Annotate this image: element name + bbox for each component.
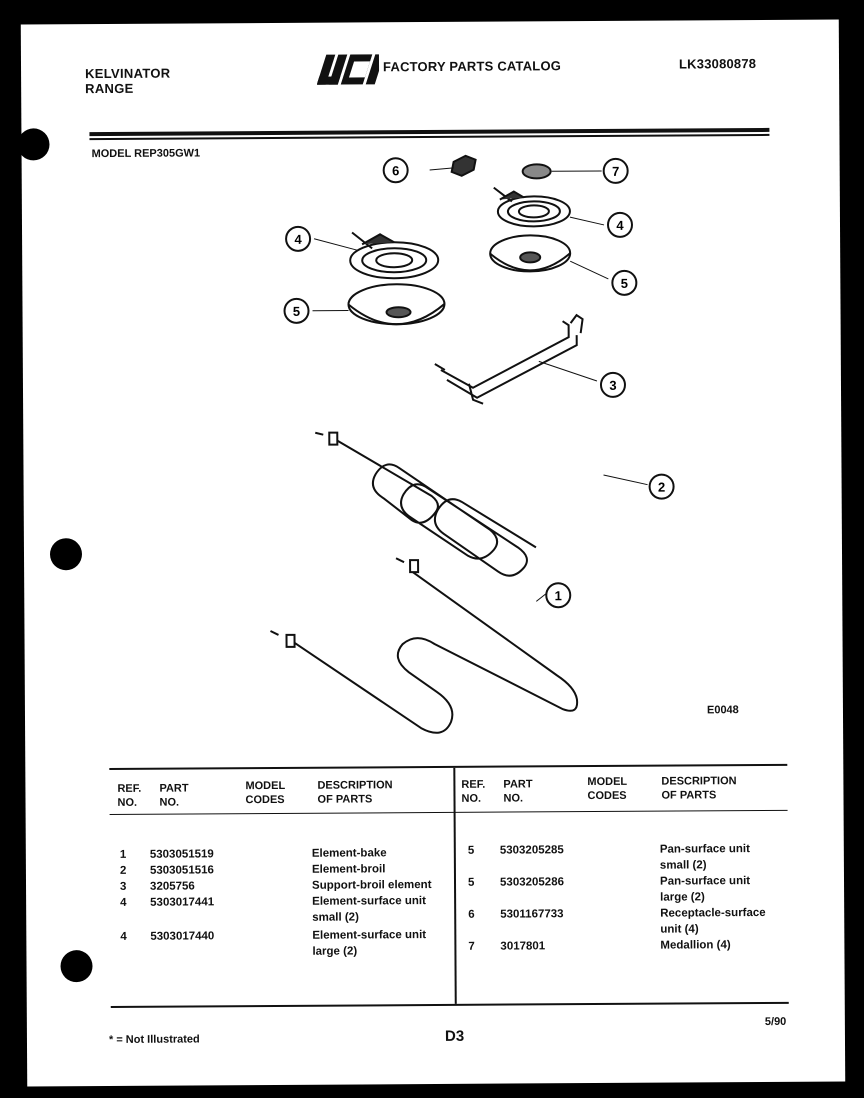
table-header-rule: [110, 810, 788, 815]
revision-date: 5/90: [764, 1015, 787, 1028]
part-description: Receptacle-surface: [660, 906, 766, 920]
part-no: 3017801: [500, 940, 546, 953]
ref-no: 1: [119, 848, 127, 861]
part-no: 5303205285: [499, 844, 564, 857]
catalog-page: [21, 20, 845, 1087]
table-bottom-rule: [111, 1002, 789, 1008]
ref-no: 5: [467, 876, 475, 889]
brand-name: KELVINATOR: [85, 65, 171, 82]
ref-no: 4: [120, 930, 127, 943]
part-description-cont: small (2): [659, 859, 707, 872]
page-number: D3: [444, 1027, 465, 1045]
callout-label-4: 4: [294, 231, 302, 247]
callout-label-1: 1: [554, 588, 562, 604]
callout-label-7: 7: [612, 163, 620, 179]
header-desc-left: DESCRIPTION OF PARTS: [317, 779, 393, 806]
callout-3: [601, 373, 625, 397]
header-part-right: PART NO.: [503, 778, 533, 805]
callout-label-4: 4: [616, 217, 624, 233]
callout-2: [650, 475, 674, 499]
header-ref-right: REF. NO.: [461, 778, 486, 805]
callout-5-right: [612, 271, 636, 295]
header-desc-right: DESCRIPTION OF PARTS: [661, 775, 737, 802]
receptacle-part: [452, 156, 476, 176]
product-type: RANGE: [85, 80, 134, 97]
part-description-cont: unit (4): [660, 923, 699, 936]
header-ref-left: REF. NO.: [117, 782, 142, 809]
part-description: Element-broil: [311, 863, 386, 876]
callout-1: [546, 583, 570, 607]
part-description: Support-broil element: [311, 879, 432, 892]
part-no: 5303051519: [149, 848, 214, 861]
part-no: 5303205286: [499, 876, 565, 889]
table-divider: [453, 768, 456, 1004]
callout-label-5: 5: [620, 275, 629, 291]
broil-element-support: [435, 315, 584, 404]
part-no: 5303017440: [150, 930, 215, 943]
not-illustrated-note: * = Not Illustrated: [108, 1033, 200, 1046]
model-number: MODEL REP305GW1: [91, 147, 201, 161]
part-no: 5301167733: [500, 908, 564, 921]
ref-no: 6: [468, 908, 475, 921]
callout-label-2: 2: [657, 479, 666, 495]
ref-no: 4: [120, 896, 127, 909]
ref-no: 7: [468, 940, 475, 953]
figure-code: E0048: [706, 704, 739, 717]
callout-6: [384, 158, 408, 182]
broil-element-part: [315, 431, 536, 577]
catalog-number: LK33080878: [678, 56, 757, 72]
callout-label-6: 6: [392, 163, 400, 179]
surface-element-large: [350, 232, 438, 279]
exploded-parts-diagram: [21, 20, 844, 785]
part-description-cont: small (2): [312, 911, 359, 924]
surface-element-small: [494, 187, 570, 226]
part-description-cont: large (2): [312, 945, 358, 958]
callout-4-right: [608, 213, 632, 237]
surface-pan-small: [490, 235, 570, 271]
binder-hole-bottom: [60, 950, 92, 982]
callout-label-5: 5: [292, 303, 301, 319]
medallion-part: [523, 164, 551, 178]
header-model-right: MODEL CODES: [587, 775, 628, 803]
ref-no: 2: [119, 864, 127, 877]
callout-label-3: 3: [609, 377, 617, 393]
part-description: Medallion (4): [660, 939, 731, 952]
part-description: Element-surface unit: [312, 929, 427, 942]
part-no: 5303017441: [150, 896, 215, 909]
header-model-left: MODEL CODES: [245, 779, 286, 807]
surface-pan-large: [348, 284, 444, 325]
ref-no: 3: [119, 880, 127, 893]
part-no: 5303051516: [149, 864, 214, 877]
callout-4-left: [286, 227, 310, 251]
ref-no: 5: [467, 844, 475, 857]
catalog-title: FACTORY PARTS CATALOG: [382, 58, 562, 75]
bake-element-part: [270, 557, 577, 734]
header-part-left: PART NO.: [159, 782, 189, 809]
part-description-cont: large (2): [660, 891, 705, 904]
callout-5-left: [284, 299, 308, 323]
part-description: Element-bake: [311, 847, 387, 860]
part-description: Pan-surface unit: [659, 843, 750, 856]
part-no: 3205756: [149, 880, 195, 893]
part-description: Pan-surface unit: [659, 875, 751, 888]
callout-7: [604, 159, 628, 183]
part-description: Element-surface unit: [312, 895, 426, 908]
